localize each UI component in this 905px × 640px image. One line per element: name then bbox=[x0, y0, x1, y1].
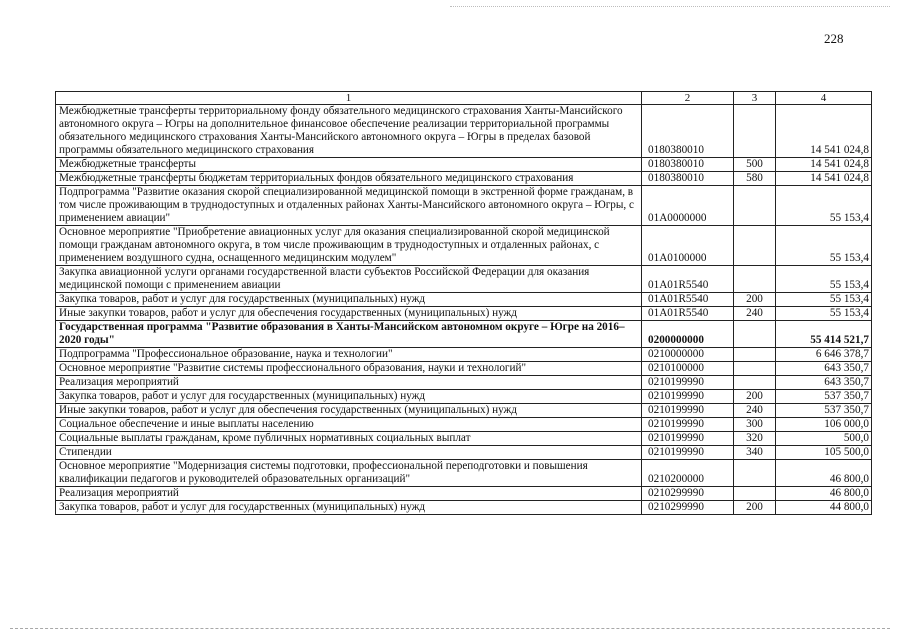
table-row bbox=[56, 158, 872, 172]
table-row bbox=[56, 348, 872, 362]
row-amount-cell: 106 000,0 bbox=[776, 418, 872, 432]
table-row bbox=[56, 362, 872, 376]
row-name-cell: Закупка товаров, работ и услуг для государственных (муниципальных) нужд bbox=[56, 390, 642, 404]
row-amount-cell: 46 800,0 bbox=[776, 487, 872, 501]
row-amount-cell: 55 414 521,7 bbox=[776, 321, 872, 348]
row-expense-type-cell bbox=[734, 460, 776, 487]
row-expense-type-cell: 580 bbox=[734, 172, 776, 186]
row-name-cell: Основное мероприятие "Приобретение авиационных услуг для оказания специализированной скорой медицинской помощи гражданам автономного округа, в том числе проживающим в труднодоступных и отдаленных районах, с применением воздушного судна, оснащенного медицинским модулем" bbox=[56, 226, 642, 266]
row-expense-type-cell bbox=[734, 376, 776, 390]
table-row bbox=[56, 446, 872, 460]
row-amount-cell: 55 153,4 bbox=[776, 186, 872, 226]
row-expense-type-cell bbox=[734, 105, 776, 158]
row-code-cell: 0210199990 bbox=[642, 418, 734, 432]
row-code-cell: 01А01R5540 bbox=[642, 266, 734, 293]
row-expense-type-cell: 200 bbox=[734, 390, 776, 404]
row-expense-type-cell: 240 bbox=[734, 404, 776, 418]
row-amount-cell: 537 350,7 bbox=[776, 390, 872, 404]
row-expense-type-cell bbox=[734, 321, 776, 348]
row-code-cell: 0210100000 bbox=[642, 362, 734, 376]
row-amount-cell: 643 350,7 bbox=[776, 362, 872, 376]
row-code-cell: 0180380010 bbox=[642, 172, 734, 186]
row-expense-type-cell: 200 bbox=[734, 293, 776, 307]
header-row bbox=[56, 92, 872, 105]
row-code-cell: 0210199990 bbox=[642, 376, 734, 390]
row-code-cell: 0210299990 bbox=[642, 501, 734, 515]
row-name-cell: Социальные выплаты гражданам, кроме публичных нормативных социальных выплат bbox=[56, 432, 642, 446]
row-code-cell: 01А0000000 bbox=[642, 186, 734, 226]
row-name-cell: Стипендии bbox=[56, 446, 642, 460]
row-code-cell: 0210000000 bbox=[642, 348, 734, 362]
header-col-expense-type: 3 bbox=[734, 92, 776, 105]
row-amount-cell: 55 153,4 bbox=[776, 307, 872, 321]
row-code-cell: 01А01R5540 bbox=[642, 307, 734, 321]
row-name-cell: Закупка авиационной услуги органами государственной власти субъектов Российской Федерации для оказания медицинской помощи с применением авиации bbox=[56, 266, 642, 293]
table-row bbox=[56, 390, 872, 404]
table-row bbox=[56, 432, 872, 446]
row-amount-cell: 14 541 024,8 bbox=[776, 105, 872, 158]
row-name-cell: Межбюджетные трансферты bbox=[56, 158, 642, 172]
page-number: 228 bbox=[824, 31, 844, 46]
row-expense-type-cell: 240 bbox=[734, 307, 776, 321]
row-amount-cell: 55 153,4 bbox=[776, 293, 872, 307]
header-col-name: 1 bbox=[56, 92, 642, 105]
row-expense-type-cell bbox=[734, 362, 776, 376]
row-code-cell: 0210199990 bbox=[642, 446, 734, 460]
row-expense-type-cell bbox=[734, 186, 776, 226]
table-row bbox=[56, 105, 872, 158]
row-name-cell: Основное мероприятие "Модернизация системы подготовки, профессиональной переподготовки и повышения квалификации педагогов и руководителей образовательных организаций" bbox=[56, 460, 642, 487]
row-code-cell: 01А01R5540 bbox=[642, 293, 734, 307]
scan-edge-top bbox=[450, 6, 890, 7]
scan-edge-bottom bbox=[10, 628, 890, 629]
row-name-cell: Реализация мероприятий bbox=[56, 487, 642, 501]
row-amount-cell: 46 800,0 bbox=[776, 460, 872, 487]
header-col-amount: 4 bbox=[776, 92, 872, 105]
budget-table-body bbox=[56, 92, 872, 515]
row-expense-type-cell bbox=[734, 226, 776, 266]
row-name-cell: Реализация мероприятий bbox=[56, 376, 642, 390]
budget-table bbox=[55, 91, 872, 515]
row-code-cell: 01А0100000 bbox=[642, 226, 734, 266]
row-name-cell: Закупка товаров, работ и услуг для государственных (муниципальных) нужд bbox=[56, 293, 642, 307]
table-row bbox=[56, 418, 872, 432]
row-amount-cell: 500,0 bbox=[776, 432, 872, 446]
table-row bbox=[56, 293, 872, 307]
row-name-cell: Закупка товаров, работ и услуг для государственных (муниципальных) нужд bbox=[56, 501, 642, 515]
row-name-cell: Межбюджетные трансферты территориальному фонду обязательного медицинского страхования Ханты-Мансийского автономного округа – Югры на дополнительное финансовое обеспечение реализации территориальной программы обязательного медицинского страхования Ханты-Мансийского автономного округа – Югры в пределах базовой программы обязательного медицинского страхования bbox=[56, 105, 642, 158]
table-row bbox=[56, 266, 872, 293]
row-expense-type-cell: 320 bbox=[734, 432, 776, 446]
row-code-cell: 0210199990 bbox=[642, 390, 734, 404]
table-row bbox=[56, 376, 872, 390]
row-expense-type-cell bbox=[734, 266, 776, 293]
row-expense-type-cell: 500 bbox=[734, 158, 776, 172]
row-amount-cell: 55 153,4 bbox=[776, 266, 872, 293]
row-code-cell: 0210199990 bbox=[642, 432, 734, 446]
table-row bbox=[56, 404, 872, 418]
row-code-cell: 0210200000 bbox=[642, 460, 734, 487]
table-row bbox=[56, 321, 872, 348]
header-col-code: 2 bbox=[642, 92, 734, 105]
table-row bbox=[56, 501, 872, 515]
row-expense-type-cell: 200 bbox=[734, 501, 776, 515]
row-amount-cell: 14 541 024,8 bbox=[776, 172, 872, 186]
row-amount-cell: 643 350,7 bbox=[776, 376, 872, 390]
row-name-cell: Государственная программа "Развитие образования в Ханты-Мансийском автономном округе – Югре на 2016–2020 годы" bbox=[56, 321, 642, 348]
row-name-cell: Основное мероприятие "Развитие системы профессионального образования, науки и технологий" bbox=[56, 362, 642, 376]
row-code-cell: 0210199990 bbox=[642, 404, 734, 418]
row-code-cell: 0200000000 bbox=[642, 321, 734, 348]
row-expense-type-cell: 340 bbox=[734, 446, 776, 460]
table-row bbox=[56, 307, 872, 321]
row-expense-type-cell bbox=[734, 348, 776, 362]
row-code-cell: 0180380010 bbox=[642, 158, 734, 172]
row-code-cell: 0210299990 bbox=[642, 487, 734, 501]
row-amount-cell: 537 350,7 bbox=[776, 404, 872, 418]
table-row bbox=[56, 226, 872, 266]
row-amount-cell: 6 646 378,7 bbox=[776, 348, 872, 362]
row-name-cell: Подпрограмма "Профессиональное образование, наука и технологии" bbox=[56, 348, 642, 362]
table-row bbox=[56, 172, 872, 186]
row-name-cell: Подпрограмма "Развитие оказания скорой специализированной медицинской помощи в экстренной форме гражданам, в том числе проживающим в труднодоступных и отдаленных районах Ханты-Мансийского автономного округа – Югры, с применением авиации" bbox=[56, 186, 642, 226]
row-amount-cell: 55 153,4 bbox=[776, 226, 872, 266]
row-expense-type-cell bbox=[734, 487, 776, 501]
row-code-cell: 0180380010 bbox=[642, 105, 734, 158]
row-expense-type-cell: 300 bbox=[734, 418, 776, 432]
row-amount-cell: 14 541 024,8 bbox=[776, 158, 872, 172]
row-amount-cell: 105 500,0 bbox=[776, 446, 872, 460]
table-row bbox=[56, 186, 872, 226]
table-row bbox=[56, 487, 872, 501]
row-amount-cell: 44 800,0 bbox=[776, 501, 872, 515]
row-name-cell: Иные закупки товаров, работ и услуг для обеспечения государственных (муниципальных) нужд bbox=[56, 404, 642, 418]
table-row bbox=[56, 460, 872, 487]
row-name-cell: Социальное обеспечение и иные выплаты населению bbox=[56, 418, 642, 432]
row-name-cell: Межбюджетные трансферты бюджетам территориальных фондов обязательного медицинского страхования bbox=[56, 172, 642, 186]
row-name-cell: Иные закупки товаров, работ и услуг для обеспечения государственных (муниципальных) нужд bbox=[56, 307, 642, 321]
